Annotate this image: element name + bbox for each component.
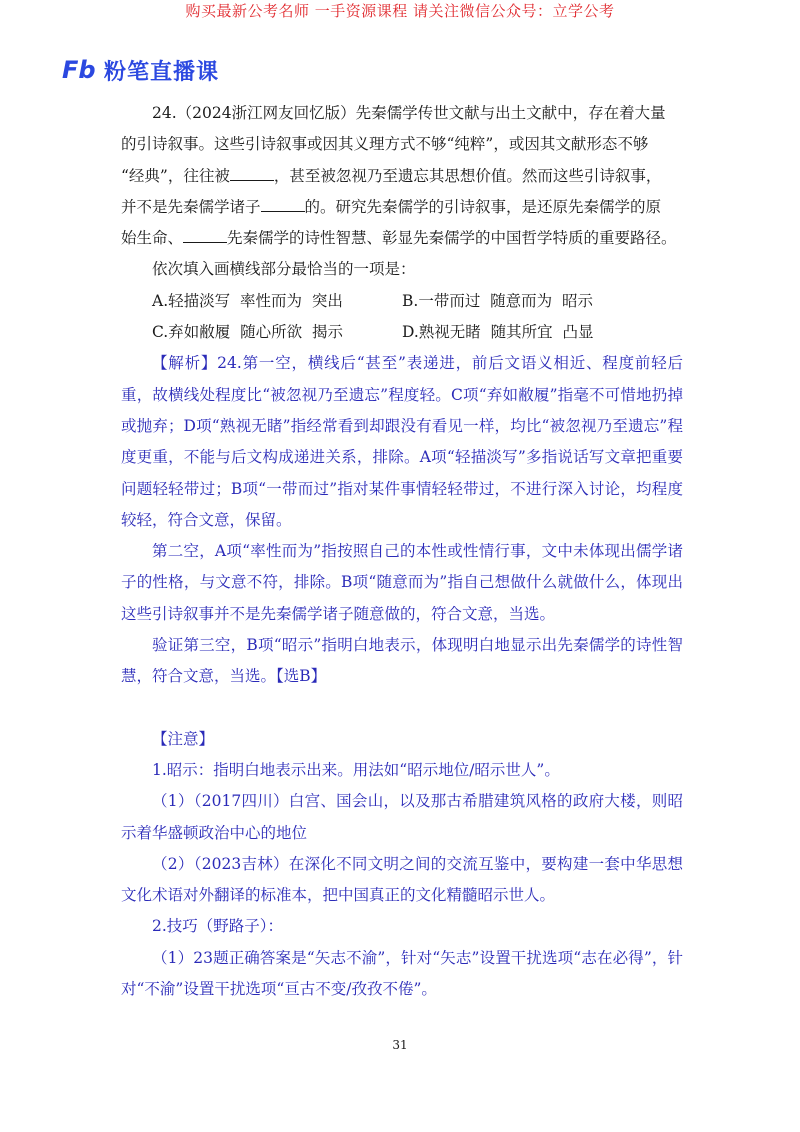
note-item: 2.技巧（野路子）：: [152, 917, 284, 936]
question-line: 的引诗叙事。这些引诗叙事或因其义理方式不够“纯粹”，或因其文献形态不够: [121, 135, 649, 154]
question-line: 并不是先秦儒学诸子 的。研究先秦儒学的引诗叙事，是还原先秦儒学的原: [121, 197, 662, 216]
question-line: 始生命、 先秦儒学的诗性智慧、彰显先秦儒学的中国哲学特质的重要路径。: [121, 229, 677, 248]
top-banner: 购买最新公考名师 一手资源课程 请关注微信公众号：立学公考: [185, 2, 615, 20]
fb-logo-icon: Fb: [62, 56, 96, 84]
notes-block: [121, 724, 683, 1006]
fill-blank: [183, 228, 227, 243]
note-example: （1）23题正确答案是“矢志不渝”，针对“矢志”设置干扰选项“志在必得”，针对“不渝”设置干扰选项“亘古不变/孜孜不倦”。: [121, 948, 683, 999]
note-item: 1.昭示：指明白地表示出来。用法如“昭示地位/昭示世人”。: [152, 760, 560, 779]
page-number: 31: [392, 1038, 408, 1052]
option-a: A.轻描淡写 率性而为 突出: [152, 291, 343, 310]
analysis-paragraph: 第二空，A项“率性而为”指按照自己的本性或性情行事，文中未体现出儒学诸子的性格，与文意不符，排除。B项“随意而为”指自己想做什么就做什么，体现出这些引诗叙事并不是先秦儒学诸子随意做的，符合文意，当选。: [121, 542, 683, 623]
note-example: （1）（2017四川）白宫、国会山，以及那古希腊建筑风格的政府大楼，则昭示着华盛顿政治中心的地位: [121, 792, 683, 842]
question-prompt: 依次填入画横线部分最恰当的一项是：: [152, 260, 416, 279]
option-c: C.弃如敝履 随心所欲 揭示: [152, 323, 343, 342]
option-d: D.熟视无睹 随其所宜 凸显: [402, 323, 594, 342]
option-b: B.一带而过 随意而为 昭示: [402, 291, 594, 310]
spacer: [121, 693, 683, 724]
fill-blank: [261, 197, 305, 212]
option-row: [121, 317, 683, 348]
question-block: [121, 98, 683, 348]
page-content: [121, 98, 683, 1005]
brand-logo: [62, 55, 219, 85]
question-line: “经典”，往往被 ，甚至被忽视乃至遗忘其思想价值。然而这些引诗叙事，: [121, 166, 662, 185]
note-example: （2）（2023吉林）在深化不同文明之间的交流互鉴中，要构建一套中华思想文化术语对外翻译的标准本，把中国真正的文化精髓昭示世人。: [121, 854, 683, 905]
brand-name: 粉笔直播课: [104, 59, 220, 85]
analysis-block: [121, 348, 683, 692]
question-line: 24.（2024浙江网友回忆版）先秦儒学传世文献与出土文献中，存在着大量: [152, 104, 666, 122]
analysis-paragraph: 【解析】24.第一空，横线后“甚至”表递进，前后文语义相近、程度前轻后重，故横线处程度比“被忽视乃至遗忘”程度轻。C项“弃如敝履”指毫不可惜地扔掉或抛弃；D项“熟视无睹”指经常看到却跟没有看见一样，均比“被忽视乃至遗忘”程度更重，不能与后文构成递进关系，排除。A项“轻描淡写”多指说话写文章把重要问题轻轻带过；B项“一带而过”指对某件事情轻轻带过，不进行深入讨论，均程度较轻，符合文意，保留。: [121, 354, 683, 529]
fill-blank: [230, 166, 274, 181]
analysis-paragraph: 验证第三空，B项“昭示”指明白地表示，体现明白地显示出先秦儒学的诗性智慧，符合文意，当选。【选B】: [121, 636, 683, 686]
notes-heading: 【注意】: [152, 729, 215, 748]
option-row: [121, 286, 683, 317]
